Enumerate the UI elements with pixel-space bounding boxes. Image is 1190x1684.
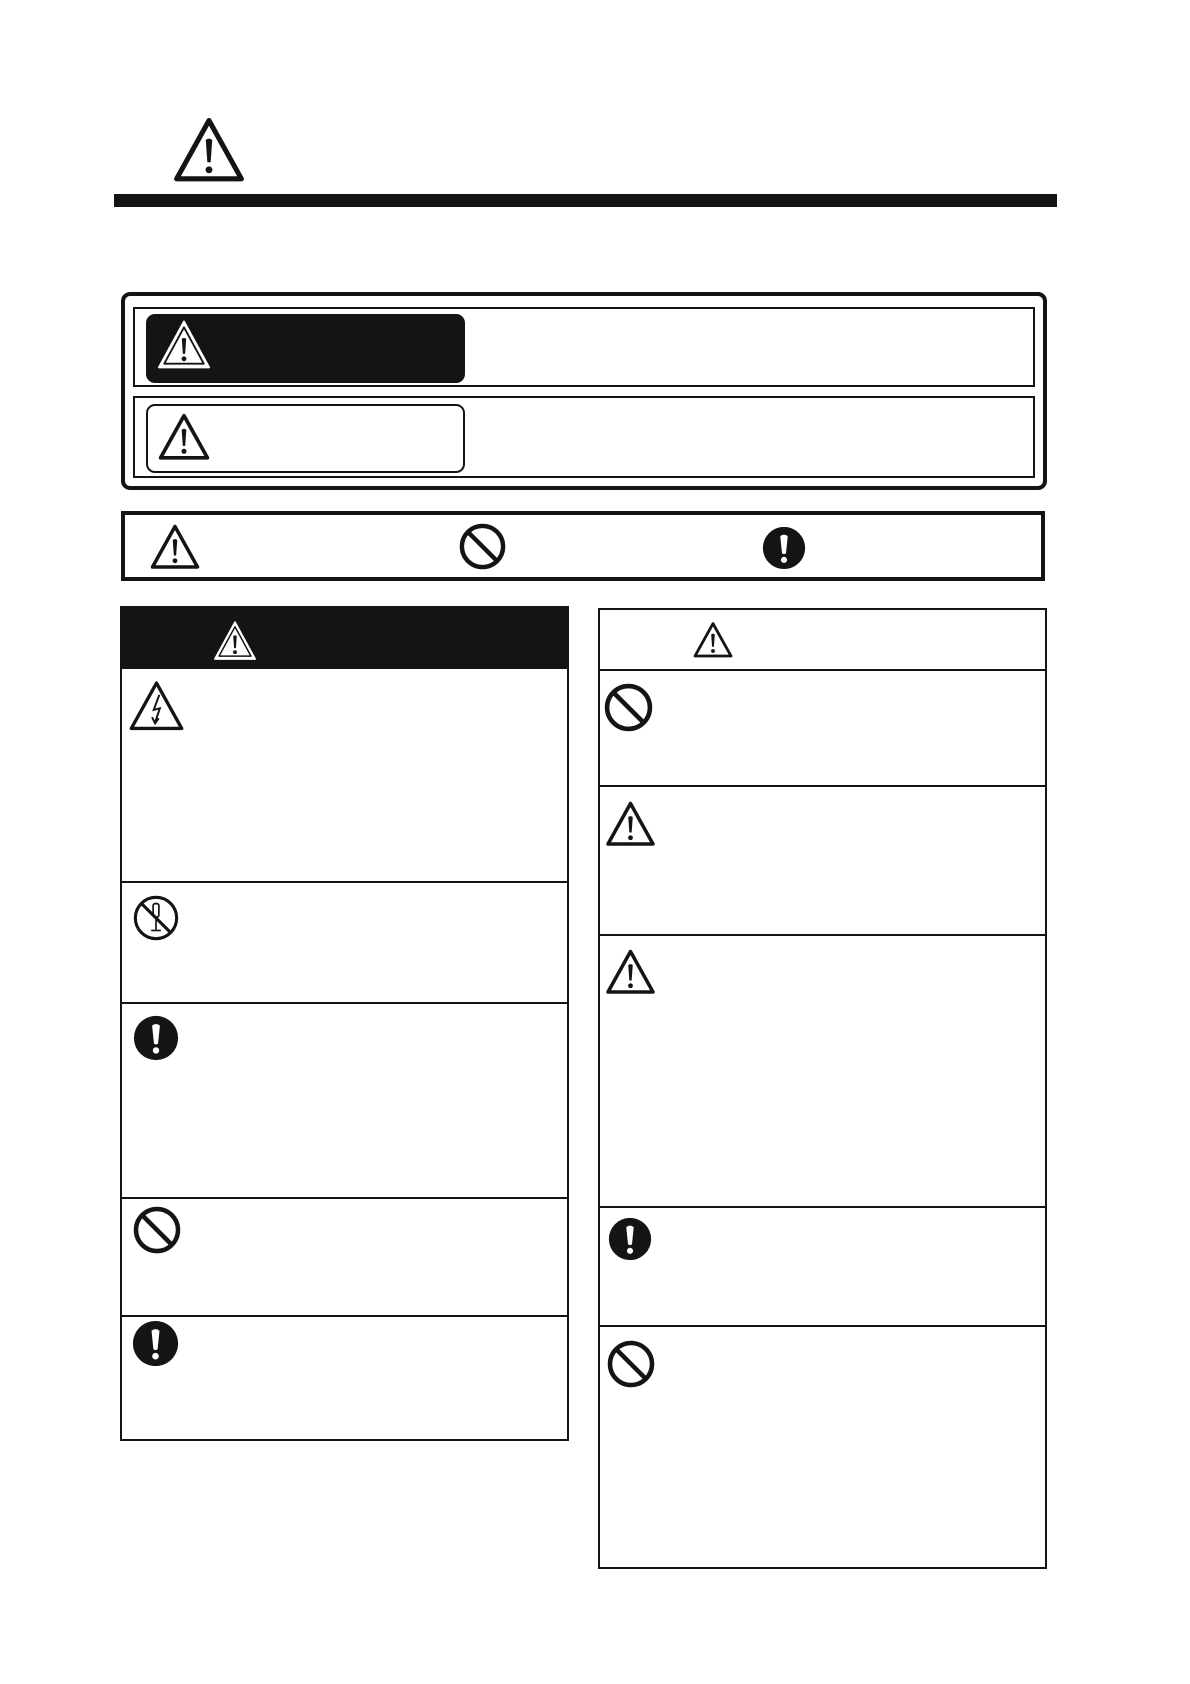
mandatory-action-icon [132,1320,179,1367]
title-warning-triangle-icon [171,114,247,186]
warning-triangle-icon [157,319,211,371]
caution-panel-header [600,610,1045,671]
caution-item [600,785,1045,934]
caution-item [600,671,1045,785]
warning-item [122,1315,567,1439]
prohibition-icon [132,1205,182,1255]
electric-shock-icon [128,678,185,734]
warning-item [122,881,567,1002]
warning-item [122,669,567,881]
legend-prohibition-icon [458,522,507,571]
legend-mandatory-action-icon [762,526,806,570]
prohibition-icon [606,1339,656,1389]
warning-header-triangle-icon [213,620,257,662]
no-disassembly-icon [132,894,180,942]
caution-item [600,1325,1045,1567]
caution-triangle-icon [157,411,211,463]
mandatory-action-icon [133,1015,179,1061]
warning-item [122,1002,567,1197]
legend-caution-triangle-icon [148,522,202,572]
symbol-legend [121,511,1045,581]
warning-panel-header [122,608,567,669]
caution-item [600,1206,1045,1325]
caution-triangle-icon [603,799,658,849]
warning-item [122,1197,567,1315]
mandatory-action-icon [608,1217,652,1261]
prohibition-icon [603,682,654,733]
caution-panel [598,608,1047,1569]
title-rule [114,194,1057,207]
warning-panel [120,606,569,1441]
caution-item [600,934,1045,1206]
caution-header-triangle-icon [690,620,736,660]
caution-triangle-icon [603,947,658,997]
